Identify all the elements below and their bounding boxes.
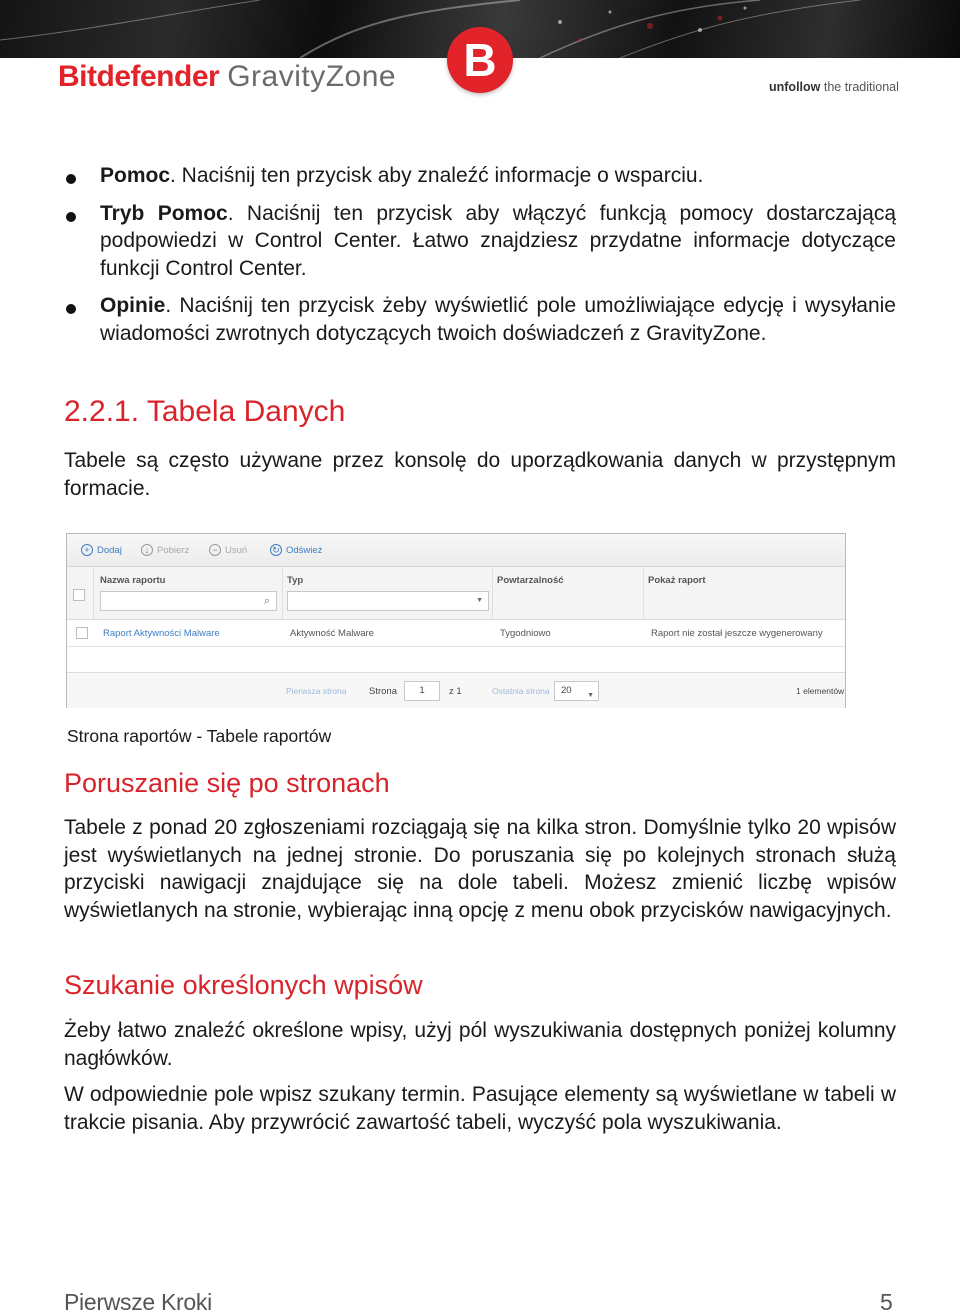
minus-icon: − [209,544,221,556]
section-heading: 2.2.1. Tabela Danych [64,395,346,428]
delete-button-label: Usuń [225,544,248,556]
report-name-search-input[interactable] [100,591,277,611]
refresh-button-label: Odśwież [286,544,323,556]
report-name-link[interactable]: Raport Aktywności Malware [103,628,220,639]
chevron-down-icon: ▼ [476,597,483,604]
report-type-cell: Aktywność Malware [290,628,374,639]
footer-chapter-title: Pierwsze Kroki [64,1289,212,1315]
last-page-button[interactable]: Ostatnia strona [492,686,550,696]
search-text-2: W odpowiednie pole wpisz szukany termin. Pasujące elementy są wyświetlane w tabeli w trakcie pisania. Aby przywrócić zawartość tabeli, wyczyść pola wyszukiwania. [64,1083,896,1134]
navigation-text: Tabele z ponad 20 zgłoszeniami rozciągają się na kilka stron. Domyślnie tylko 20 wpisów jest wyświetlanych na jednej stronie. Do poruszania się po kolejnych stronach służą przyciski nawigacji znajdujące się na dole tabeli. Możesz zmienić liczbę wpisów wyświetlanych na stronie, wybierając inną opcję z menu obok przycisków nawigacyjnych. [64,816,896,922]
tagline [769,80,899,94]
section-intro: Tabele są często używane przez konsolę do uporządkowania danych w przystępnym formacie. [64,449,896,500]
reports-table-screenshot [66,533,846,708]
column-header-report-name[interactable]: Nazwa raportu [100,575,166,586]
brand-name: Bitdefender [58,60,220,93]
download-button-label: Pobierz [157,544,190,556]
column-header-view-report[interactable]: Pokaż raport [648,575,706,586]
column-divider [93,567,94,619]
delete-button[interactable] [209,544,247,556]
bullet-item-feedback [64,292,896,347]
search-text-1: Żeby łatwo znaleźć określone wpisy, użyj pól wyszukiwania dostępnych poniżej kolumny nagłówków. [64,1019,896,1070]
first-page-button[interactable]: Pierwsza strona [286,686,347,696]
bullet-dot-icon [66,304,76,314]
column-divider [643,567,644,619]
brand-logo [58,60,396,100]
page-total: z 1 [449,686,462,697]
table-pagination [67,672,845,708]
product-name: GravityZone [227,60,397,93]
bullet-dot-icon [66,212,76,222]
bitdefender-b-logo-icon: B [447,27,513,93]
tagline-bold: unfollow [769,80,821,94]
bullet-item-help [64,162,896,190]
bullet-item-help-mode [64,200,896,283]
table-header-row [67,567,845,620]
refresh-icon: ↻ [270,544,282,556]
table-row [67,620,845,647]
row-checkbox[interactable] [76,627,88,639]
page-number-input[interactable]: 1 [404,681,440,701]
bullet-term: Opinie [100,294,166,317]
column-header-type[interactable]: Typ [287,575,304,586]
column-header-recurrence[interactable]: Powtarzalność [497,575,564,586]
chevron-down-icon: ▼ [587,692,594,699]
bullet-text: . Naciśnij ten przycisk aby włączyć funkcją pomocy dostarczającą podpowiedzi w Control Center. Łatwo znajdziesz przydatne informacje dotyczące funkcji Control Center. [100,201,896,280]
per-page-select[interactable] [554,681,599,701]
refresh-button[interactable] [270,544,322,556]
bullet-dot-icon [66,174,76,184]
footer-page-number: 5 [880,1289,893,1315]
report-recurrence-cell: Tygodniowo [500,628,551,639]
search-heading: Szukanie określonych wpisów [64,970,423,1000]
bullet-text: . Naciśnij ten przycisk żeby wyświetlić pole umożliwiające edycję i wysyłanie wiadomości zwrotnych dotyczących twoich doświadczeń z GravityZone. [100,294,896,345]
column-divider [282,567,283,619]
bullet-list [64,162,896,357]
add-button-label: Dodaj [97,544,122,556]
tagline-rest: the traditional [820,80,899,94]
type-filter-select[interactable] [287,591,489,611]
page-label: Strona [369,686,397,697]
download-icon: ↓ [141,544,153,556]
search-icon: ⌕ [263,595,270,607]
bullet-term: Pomoc [100,164,171,187]
bullet-term: Tryb Pomoc [100,201,228,225]
plus-icon: + [81,544,93,556]
navigation-heading: Poruszanie się po stronach [64,768,390,798]
select-all-checkbox[interactable] [73,589,85,601]
figure-caption: Strona raportów - Tabele raportów [67,726,332,746]
column-divider [492,567,493,619]
report-status-cell: Raport nie został jeszcze wygenerowany [651,628,823,639]
download-button[interactable] [141,544,189,556]
table-toolbar [67,534,845,567]
item-count: 1 elementów [796,686,845,696]
per-page-value: 20 [561,685,572,696]
bullet-text: . Naciśnij ten przycisk aby znaleźć informacje o wsparciu. [170,164,704,187]
add-button[interactable] [81,544,122,556]
